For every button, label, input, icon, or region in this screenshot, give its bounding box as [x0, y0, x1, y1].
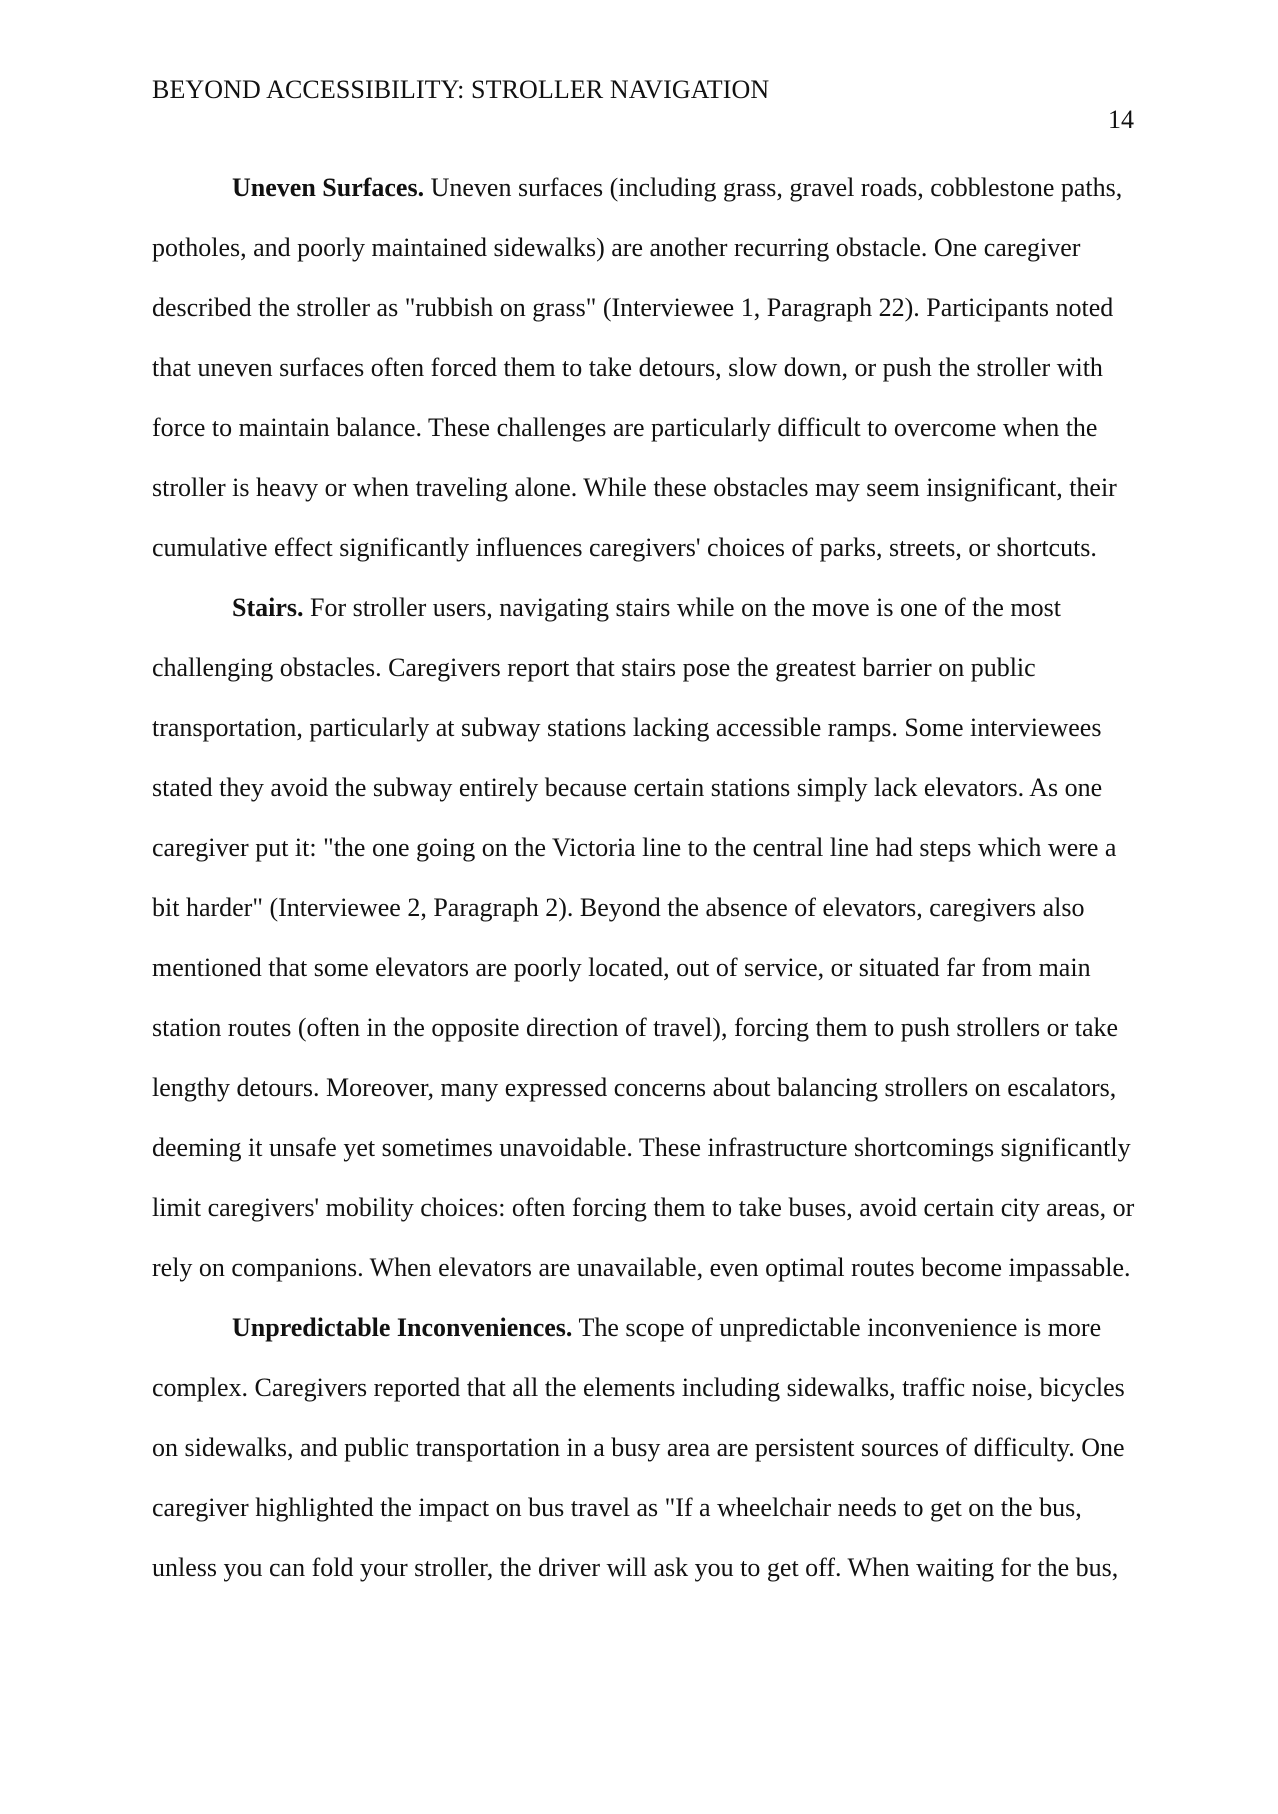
section-heading: Unpredictable Inconveniences.: [232, 1313, 573, 1342]
section-text: The scope of unpredictable inconvenience is more complex. Caregivers reported that all the elements including sidewalks, traffic noise, bicycles on sidewalks, and public transportation in a busy area are persistent sources of difficulty. One caregiver highlighted the impact on bus travel as "If a wheelchair needs to get on the bus, unless you can fold your stroller, the driver will ask you to get off. When waiting for the bus,: [152, 1313, 1125, 1582]
section-uneven-surfaces: [152, 158, 1136, 578]
running-head: BEYOND ACCESSIBILITY: STROLLER NAVIGATION: [152, 75, 770, 104]
section-heading: Stairs.: [232, 593, 304, 622]
section-heading: Uneven Surfaces.: [232, 173, 425, 202]
section-text: For stroller users, navigating stairs while on the move is one of the most challenging obstacles. Caregivers report that stairs pose the greatest barrier on public transportation, particularly at subway stations lacking accessible ramps. Some interviewees stated they avoid the subway entirely because certain stations simply lack elevators. As one caregiver put it: "the one going on the Victoria line to the central line had steps which were a bit harder" (Interviewee 2, Paragraph 2). Beyond the absence of elevators, caregivers also mentioned that some elevators are poorly located, out of service, or situated far from main station routes (often in the opposite direction of travel), forcing them to push strollers or take lengthy detours. Moreover, many expressed concerns about balancing strollers on escalators, deeming it unsafe yet sometimes unavoidable. These infrastructure shortcomings significantly limit caregivers' mobility choices: often forcing them to take buses, avoid certain city areas, or rely on companions. When elevators are unavailable, even optimal routes become impassable.: [152, 593, 1135, 1282]
body-text: [152, 158, 1136, 1598]
section-unpredictable-inconveniences: [152, 1298, 1136, 1598]
section-text: Uneven surfaces (including grass, gravel roads, cobblestone paths, potholes, and poorly maintained sidewalks) are another recurring obstacle. One caregiver described the stroller as "rubbish on grass" (Interviewee 1, Paragraph 22). Participants noted that uneven surfaces often forced them to take detours, slow down, or push the stroller with force to maintain balance. These challenges are particularly difficult to overcome when the stroller is heavy or when traveling alone. While these obstacles may seem insignificant, their cumulative effect significantly influences caregivers' choices of parks, streets, or shortcuts.: [152, 173, 1123, 562]
page-number: 14: [1108, 105, 1134, 134]
section-stairs: [152, 578, 1136, 1298]
